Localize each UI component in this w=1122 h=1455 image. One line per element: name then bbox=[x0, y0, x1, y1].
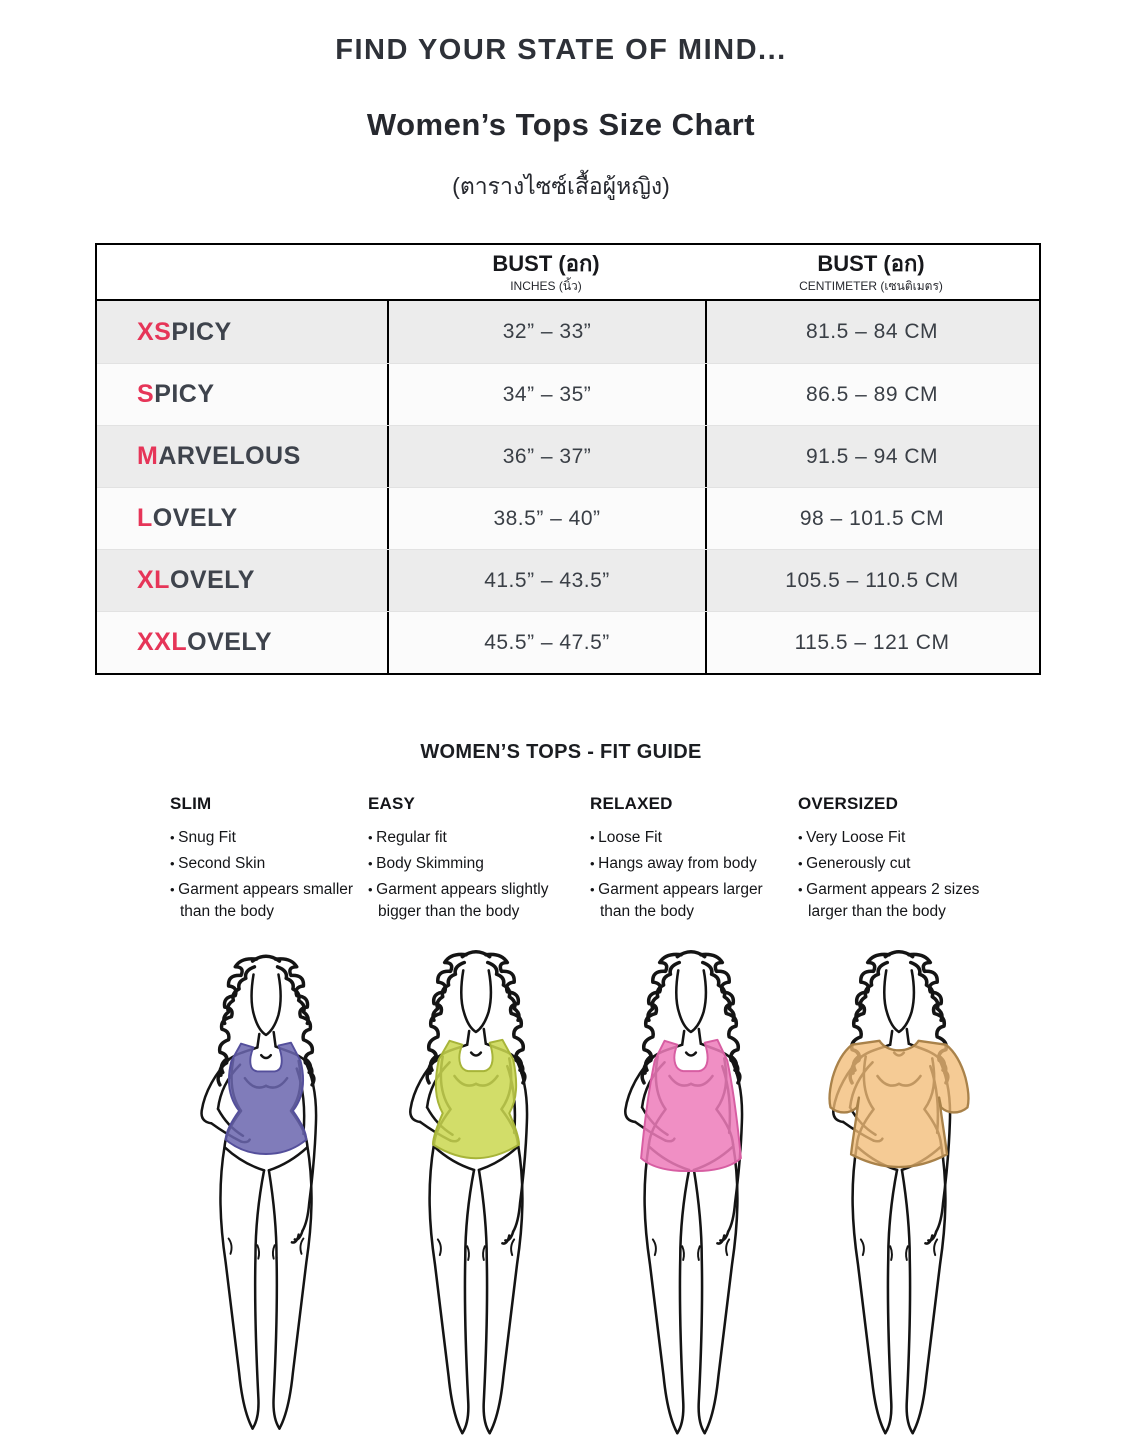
fit-column-oversized bbox=[798, 794, 1000, 927]
bust-cm-subtitle: CENTIMETER (เซนติเมตร) bbox=[799, 279, 943, 293]
size-prefix: S bbox=[137, 380, 155, 408]
fit-name: OVERSIZED bbox=[798, 794, 899, 813]
page-title: FIND YOUR STATE OF MIND... bbox=[335, 34, 787, 66]
easy-tank-top bbox=[433, 1040, 519, 1158]
size-rest: OVELY bbox=[152, 504, 238, 532]
size-rest: PICY bbox=[171, 317, 232, 346]
header-cell-bust-cm bbox=[705, 245, 1037, 299]
bust-inches-cell: 45.5” – 47.5” bbox=[387, 612, 705, 673]
fit-name: EASY bbox=[368, 794, 416, 813]
fit-bullet: • Body Skimming bbox=[368, 853, 584, 875]
size-rest: OVELY bbox=[169, 566, 255, 594]
size-rest: PICY bbox=[154, 380, 215, 408]
fit-guide-columns bbox=[170, 794, 990, 927]
header-cell-bust-inches bbox=[387, 245, 705, 299]
woman-figure-relaxed-illustration bbox=[593, 941, 789, 1440]
bust-inches-cell: 36” – 37” bbox=[387, 426, 705, 487]
page-subtitle-thai: (ตารางไซซ์เสื้อผู้หญิง) bbox=[452, 173, 670, 199]
figure-oversized bbox=[798, 941, 1000, 1440]
fit-column-easy bbox=[368, 794, 584, 927]
page-subtitle: Women’s Tops Size Chart bbox=[366, 107, 756, 142]
bust-cm-cell: 105.5 – 110.5 CM bbox=[705, 550, 1037, 611]
size-name-cell bbox=[97, 488, 387, 549]
figure-relaxed bbox=[590, 941, 792, 1440]
figure-slim bbox=[170, 941, 362, 1440]
table-body bbox=[97, 301, 1039, 673]
page-header bbox=[0, 34, 1122, 205]
slim-tank-top bbox=[226, 1043, 307, 1154]
size-name-cell bbox=[97, 301, 387, 363]
fit-guide-title: WOMEN’S TOPS - FIT GUIDE bbox=[420, 741, 702, 763]
bust-inches-cell: 41.5” – 43.5” bbox=[387, 550, 705, 611]
woman-figure-slim-illustration bbox=[170, 941, 362, 1440]
fit-name: RELAXED bbox=[590, 794, 673, 813]
fit-bullet: • Loose Fit bbox=[590, 827, 792, 849]
woman-figure-oversized-illustration bbox=[801, 941, 997, 1440]
relaxed-swing-top bbox=[641, 1040, 741, 1171]
table-row bbox=[97, 549, 1039, 611]
fit-bullet: • Garment appears 2 sizes larger than the body bbox=[798, 879, 1000, 923]
bust-inches-cell: 34” – 35” bbox=[387, 364, 705, 425]
fit-bullet: • Garment appears larger than the body bbox=[590, 879, 792, 923]
bust-cm-cell: 81.5 – 84 CM bbox=[705, 301, 1037, 363]
fit-bullet: • Second Skin bbox=[170, 853, 362, 875]
fit-bullet: • Very Loose Fit bbox=[798, 827, 1000, 849]
fit-column-relaxed bbox=[590, 794, 792, 927]
size-prefix: XL bbox=[137, 566, 170, 594]
fit-bullet: • Regular fit bbox=[368, 827, 584, 849]
bust-cm-cell: 91.5 – 94 CM bbox=[705, 426, 1037, 487]
fit-bullet: • Garment appears slightly bigger than the body bbox=[368, 879, 584, 923]
bust-inches-cell: 38.5” – 40” bbox=[387, 488, 705, 549]
size-prefix: L bbox=[137, 504, 153, 532]
fit-guide-figures bbox=[170, 941, 990, 1440]
bust-inches-cell: 32” – 33” bbox=[387, 301, 705, 363]
size-prefix: M bbox=[137, 442, 159, 470]
bust-inches-subtitle: INCHES (นิ้ว) bbox=[510, 279, 582, 293]
size-prefix: XS bbox=[137, 317, 172, 346]
bust-inches-title: BUST (อก) bbox=[492, 250, 600, 276]
size-rest: OVELY bbox=[187, 628, 273, 656]
fit-bullet: • Snug Fit bbox=[170, 827, 362, 849]
fit-bullet: • Generously cut bbox=[798, 853, 1000, 875]
table-header-row bbox=[97, 245, 1039, 301]
size-chart-table bbox=[95, 243, 1041, 675]
table-row bbox=[97, 301, 1039, 363]
bust-cm-cell: 98 – 101.5 CM bbox=[705, 488, 1037, 549]
woman-figure-easy-illustration bbox=[378, 941, 574, 1440]
size-name-cell bbox=[97, 426, 387, 487]
size-name-cell bbox=[97, 612, 387, 673]
table-row bbox=[97, 363, 1039, 425]
fit-bullet: • Hangs away from body bbox=[590, 853, 792, 875]
table-row bbox=[97, 611, 1039, 673]
bust-cm-title: BUST (อก) bbox=[817, 250, 925, 276]
figure-easy bbox=[368, 941, 584, 1440]
fit-column-slim bbox=[170, 794, 362, 927]
table-row bbox=[97, 487, 1039, 549]
table-row bbox=[97, 425, 1039, 487]
bust-cm-cell: 86.5 – 89 CM bbox=[705, 364, 1037, 425]
size-prefix: XXL bbox=[137, 628, 188, 656]
size-name-cell bbox=[97, 550, 387, 611]
fit-name: SLIM bbox=[170, 794, 212, 813]
fit-bullet: • Garment appears smaller than the body bbox=[170, 879, 362, 923]
bust-cm-cell: 115.5 – 121 CM bbox=[705, 612, 1037, 673]
size-rest: ARVELOUS bbox=[158, 442, 301, 470]
header-cell-size bbox=[97, 245, 387, 299]
size-name-cell bbox=[97, 364, 387, 425]
